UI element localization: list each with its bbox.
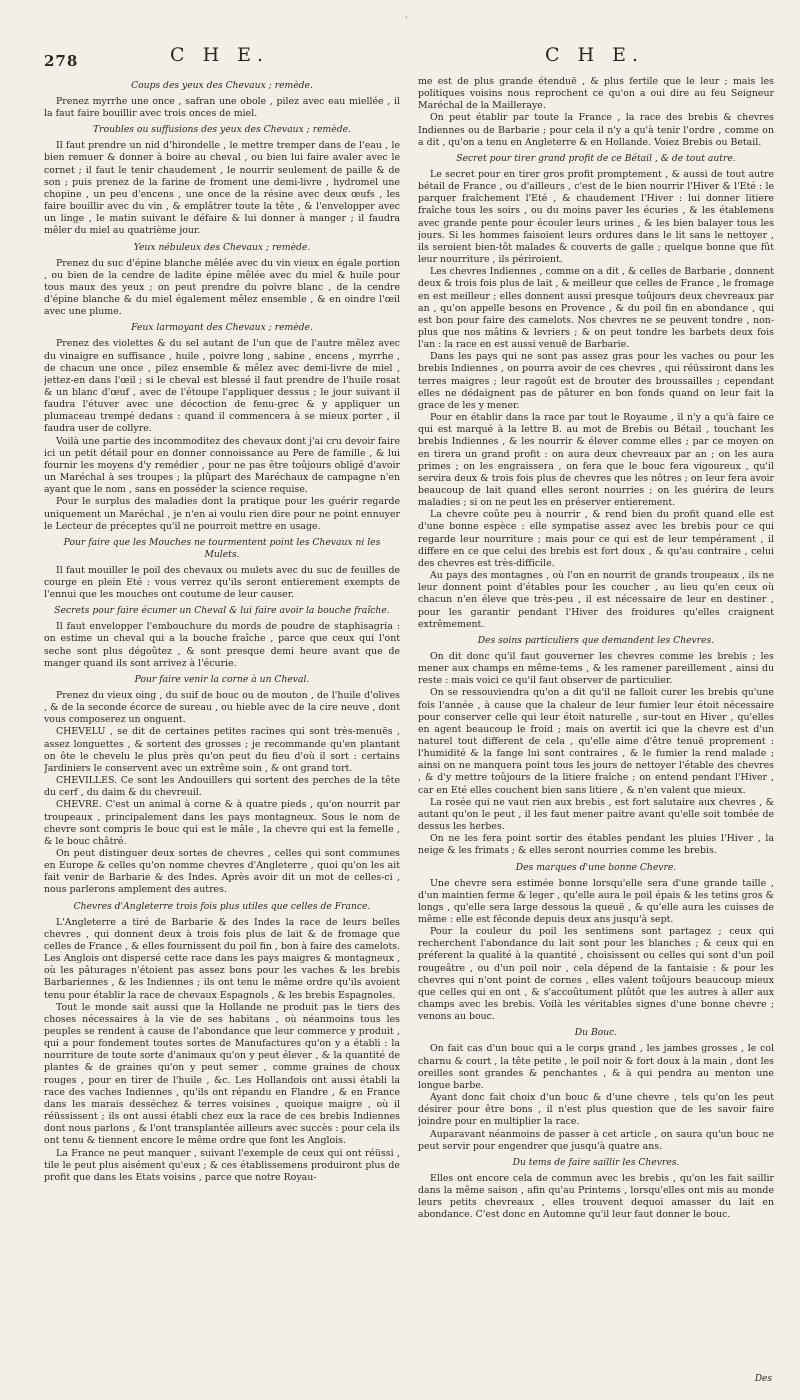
paragraph: Une chevre sera estimée bonne lorsqu'elle sera d'une grande taille , d'un maintien ferme & leger , qu'elle aura le poil épais & les tetins gros & longs , qu'elle sera large dessous la queuë , & qu'elle aura les cuisses de même : elle est féconde depuis deux ans jusqu'à sept.	[418, 877, 774, 925]
paragraph: me est de plus grande étenduë , & plus fertile que le leur ; mais les politiques voisins nous reprochent ce qu'on a oui dire au feu Seigneur Maréchal de la Mailleraye.	[418, 76, 774, 112]
paragraph: Les chevres Indiennes , comme on a dit , & celles de Barbarie , donnent deux & trois fois plus de lait , & meilleur que celles de France , le fromage en est meilleur ; elles donnent aussi presque toûjours deux chevreaux par an , qu'on appelle besons en Provence , & du poil fin en abondance , qui est bon pour faire des camelots. Nos chevres ne se peuvent tondre , non-plus que nos mâtins & levriers ; & on peut tondre les barbets deux fois l'an : la race en est aussi venuë de Barbarie.	[418, 266, 774, 351]
paragraph: L'Angleterre a tiré de Barbarie & des Indes la race de leurs belles chevres , qui donnent deux à trois fois plus de lait & de fromage que celles de France , & elles fournissent du poil fin , bon à faire des camelots. Les Anglois ont dispersé cette race dans les pays maigres & montagneux , où les pâturages n'étoient pas assez bons pour les vaches & les brebis Barbariennes , & les Indiennes ; ils ont tenu le même ordre qu'ils avoient tenu pour établir la race de chevaux Espagnols , & les brebis Espagnoles.	[44, 916, 400, 1001]
paragraph: CHEVELU , se dit de certaines petites racines qui sont très-menuës , assez longuettes , & sortent des grosses ; je recommande qu'en plantant on ôte le chevelu le plus près qu'on peut du fieu d'où il sort : certains Jardiniers le conservent avec un extrême soin , & ont grand tort.	[44, 726, 400, 774]
paragraph: Pour en établir dans la race par tout le Royaume , il n'y a qu'à faire ce qui est marqué à la lettre B. au mot de Brebis ou Bétail , touchant les brebis Indiennes , & les nourrir & élever comme elles ; par ce moyen on en tirera un grand profit : on aura deux chevreaux par an ; on les aura primes ; on les engraissera , on fera que le bouc fera vigoureux , qu'il servira deux & trois fois plus de chevres que les nôtres ; on leur fera avoir beaucoup de lait quand elles seront nourries ; on les guérira de leurs maladies ; si on ne peut les en préserver entierement.	[418, 412, 774, 509]
paragraph: Au pays des montagnes , où l'on en nourrit de grands troupeaux , ils ne leur donnent point d'étables pour les coucher , au lieu qu'en ceux où chacun n'en éleve que très-peu , il est nécessaire de leur en destiner , pour les garantir pendant l'Hiver des froidures qu'elles craignent extrêmement.	[418, 570, 774, 630]
paragraph: Prenez des violettes & du sel autant de l'un que de l'autre mêlez avec du vinaigre en suffisance , huile , poivre long , sabine , encens , myrrhe , de chacun une once , pilez ensemble & mêlez avec demi-livre de miel , jettez-en dans l'œil ; si le cheval est blessé il faut prendre de l'huile rosat & un blanc d'œuf , avec de l'étoupe l'appliquer dessus ; le jour suivant il faudra l'étuver avec une décoction de fenu-grec & y appliquer un plumaceau trempé dedans : quand il commencera à se mieux porter , il faudra user de collyre.	[44, 338, 400, 435]
paragraph: On dit donc qu'il faut gouverner les chevres comme les brebis ; les mener aux champs en même-tems , & les ramener pareillement , ainsi du reste : mais voici ce qu'il faut observer de particulier.	[418, 650, 774, 687]
section-heading: Du Bouc.	[574, 1027, 618, 1039]
paragraph: CHEVILLES. Ce sont les Andouillers qui sortent des perches de la tête du cerf , du daim & du chevreuil.	[44, 775, 400, 799]
section-heading: Troubles ou suffusions des yeux des Chevaux ; remède.	[93, 124, 351, 136]
paragraph: On ne les fera point sortir des étables pendant les pluies l'Hiver , la neige & les frimats ; & elles seront nourries comme les brebis.	[418, 833, 774, 857]
section-heading: Chevres d'Angleterre trois fois plus utiles que celles de France.	[73, 900, 371, 912]
section-heading: Secrets pour faire écumer un Cheval & lui faire avoir la bouche fraîche.	[54, 605, 390, 617]
section-heading: Des marques d'une bonne Chevre.	[515, 861, 677, 873]
paragraph: Prenez du suc d'épine blanche mêlée avec du vin vieux en égale portion , ou bien de la cendre de ladite épine mêlée avec du miel & huile pour tous maux des yeux ; on peut prendre du poivre blanc , de la cendre d'épine blanche & du miel également mêlez ensemble , & en oindre l'œil avec une plume.	[44, 257, 400, 318]
paragraph: Il faut prendre un nid d'hirondelle , le mettre tremper dans de l'eau , le bien remuer & donner à boire au cheval , ou bien lui faire avaler avec le cornet ; il faut le tenir chaudement , le nourrir seulement de paille & de son ; puis prenez de la farine de froment une demi-livre , hydromel une chopine , un peu d'encens , une once de la résine avec deux œufs , les faire bouillir avec du vin , & emplâtrer toute la tête , & l'envelopper avec un linge , le matin suivant le défaire & lui donner à manger ; il faudra mêler du miel au quatrième jour.	[44, 140, 400, 237]
paragraph: La France ne peut manquer , suivant l'exemple de ceux qui ont réüssi , tile le peut plus aisément qu'eux ; & ces établissemens produiront plus de profit que dans les Etats voisins , parce que notre Royau-	[44, 1147, 400, 1183]
paragraph: Prenez myrrhe une once , safran une obole , pilez avec eau miellée , il la faut faire bouillir avec trois onces de miel.	[44, 96, 400, 120]
text-columns	[44, 76, 774, 1380]
paragraph: Il faut envelopper l'embouchure du mords de poudre de staphisagria : on estime un cheval qui a la bouche fraîche , parce que ceux qui l'ont seche sont plus dégoûtez , & sont presque demi heure avant que de manger quand ils sont arrivez à l'écurie.	[44, 621, 400, 669]
section-heading: Feux larmoyant des Chevaux ; remède.	[131, 322, 313, 334]
paragraph: Dans les pays qui ne sont pas assez gras pour les vaches ou pour les brebis Indiennes , on pourra avoir de ces chevres , qui réüssiront dans les terres maigres ; leur ragoût est de brouter des broussailles ; cependant elles ne dédaignent pas de pâturer en bon fonds quand on leur fait la grace de les y mener.	[418, 351, 774, 411]
section-heading: Pour faire que les Mouches ne tourmentent point les Chevaux ni les Mulets.	[63, 536, 381, 560]
left-column	[44, 76, 400, 1380]
right-column	[418, 76, 774, 1380]
paragraph: Ayant donc fait choix d'un bouc & d'une chevre , tels qu'on les peut désirer pour être bons , il n'est plus question que de les savoir faire joindre pour en multiplier la race.	[418, 1092, 774, 1128]
paragraph: La rosée qui ne vaut rien aux brebis , est fort salutaire aux chevres , & autant qu'on le peut , il les faut mener paitre avant qu'elle soit tombée de dessus les herbes.	[418, 796, 774, 833]
paragraph: On fait cas d'un bouc qui a le corps grand , les jambes grosses , le col charnu & court , la tête petite , le poil noir & fort doux à la main , dont les oreilles sont grandes & penchantes , & à qui pendra au menton une longue barbe.	[418, 1043, 774, 1091]
paragraph: CHEVRE. C'est un animal à corne & à quatre pieds , qu'on nourrit par troupeaux , principalement dans les pays montagneux. Sous le nom de chevre sont compris le bouc qui est le mâle , la chevre qui est la femelle , & le bouc châtré.	[44, 799, 400, 847]
page-mark: '	[405, 16, 408, 26]
paragraph: Auparavant néanmoins de passer à cet article , on saura qu'un bouc ne peut servir pour engendrer que jusqu'à quatre ans.	[418, 1128, 774, 1152]
paragraph: Le secret pour en tirer gros profit promptement , & aussi de tout autre bétail de France , ou d'ailleurs , c'est de le bien nourrir l'Hiver & l'Eté : le parquer fraîchement l'Eté , & chaudement l'Hiver : lui donner litiere fraîche tous les soirs , ou du moins paver les écuries , & les établemens avec grande pente pour écouler leurs urines , & les bien balayer tous les jours. Si les hommes faisoient leurs ordures dans le lit sans le nettoyer , ils seroient bien-tôt malades & couverts de galle ; quelque bonne que fût leur nourriture , ils périroient.	[418, 168, 774, 266]
section-heading: Secret pour tirer grand profit de ce Bétail , & de tout autre.	[456, 152, 736, 164]
paragraph: Tout le monde sait aussi que la Hollande ne produit pas le tiers des choses nécessaires à la vie de ses habitans , où néanmoins tous les peuples se rendent à cause de l'abondance que leur commerce y produit , qui a pour fondement toutes sortes de Manufactures qu'on y a établi : la nourriture de toute sorte d'animaux qu'on y peut élever , & la quantité de plantes & de graines qu'on y peut semer , comme graines de choux rouges , pour en tirer de l'huile , &c. Les Hollandois ont aussi établi la race des vaches Indiennes , qu'ils ont répandu en Flandre , & en France dans les marais desséchez & terres voisines , quoique maigre , où il réüssissent ; ils ont aussi établi chez eux la race de ces brebis Indiennes dont nous parlons , & l'ont transplantée ailleurs avec succès : pour cela ils ont tenu & tiennent encore le même ordre que font les Anglois.	[44, 1001, 400, 1147]
paragraph: On peut établir par toute la France , la race des brebis & chevres Indiennes ou de Barbarie ; pour cela il n'y a qu'à tenir l'ordre , comme on a dit , qu'on a tenu en Angleterre & en Hollande. Voiez Brebis ou Betail.	[418, 112, 774, 148]
paragraph: Il faut mouiller le poil des chevaux ou mulets avec du suc de feuilles de courge en plein Eté : vous verrez qu'ils seront entierement exempts de l'ennui que les mouches ont coutume de leur causer.	[44, 564, 400, 601]
catchword: Des	[754, 1374, 772, 1384]
section-heading: Des soins particuliers que demandent les Chevres.	[477, 634, 715, 646]
paragraph: Elles ont encore cela de commun avec les brebis , qu'on les fait saillir dans la même saison , afin qu'au Printems , lorsqu'elles ont mis au monde leurs petits chevreaux , elles trouvent dequoi amasser du lait en abondance. C'est donc en Automne qu'il leur faut donner le bouc.	[418, 1172, 774, 1221]
paragraph: On peut distinguer deux sortes de chevres , celles qui sont communes en Europe & celles qu'on nomme chevres d'Angleterre , quoi qu'on les ait fait venir de Barbarie & des Indes. Après avoir dit un mot de celles-ci , nous parlerons amplement des autres.	[44, 847, 400, 896]
section-heading: Du tems de faire saillir les Chevres.	[512, 1156, 680, 1168]
section-heading: Yeux nébuleux des Chevaux ; remède.	[133, 241, 311, 253]
paragraph: Voilà une partie des incommoditez des chevaux dont j'ai cru devoir faire ici un petit détail pour en donner connoissance au Pere de famille , & lui fournir les moyens d'y remédier , pour ne pas être toûjours obligé d'avoir un Maréchal à ses troupes ; la plûpart des Maréchaux de campagne n'en ayant que le nom , sans en posséder la science requise.	[44, 435, 400, 496]
running-head-left: C H E.	[170, 44, 270, 66]
paragraph: Pour le surplus des maladies dont la pratique pour les guérir regarde uniquement un Maréchal , je n'en ai voulu rien dire pour ne point ennuyer le Lecteur de préceptes qu'il ne pourroit mettre en usage.	[44, 496, 400, 532]
paragraph: Pour la couleur du poil les sentimens sont partagez ; ceux qui recherchent l'abondance du lait sont pour les blanches ; & ceux qui en préferent la qualité à la quantité , choisissent ou celles qui sont d'un poil rougeâtre , ou d'un poil noir , cela dépend de la fantaisie : & pour les chevres qui n'ont point de cornes , elles valent toûjours beaucoup mieux que celles qui en ont , & s'accoûtument plûtôt que les autres à aller aux champs avec les brebis. Voilà les véritables signes d'une bonne chevre ; venons au bouc.	[418, 926, 774, 1023]
page-number: 278	[44, 52, 79, 70]
section-heading: Coups des yeux des Chevaux ; remède.	[131, 80, 313, 91]
paragraph: La chevre coûte peu à nourrir , & rend bien du profit quand elle est d'une bonne espèce : elle sympatise assez avec les brebis pour ce qui regarde leur nourriture ; mais pour ce qui est de leur tempérament , il differe en ce que celui des brebis est fort doux , & qu'au contraire , celui des chevres est très-difficile.	[418, 509, 774, 569]
paragraph: Prenez du vieux oing , du suif de bouc ou de mouton , de l'huile d'olives , & de la seconde écorce de sureau , ou hieble avec de la cire neuve , dont vous composerez un onguent.	[44, 689, 400, 726]
paragraph: On se ressouviendra qu'on a dit qu'il ne falloit curer les brebis qu'une fois l'année , à cause que la chaleur de leur fumier leur étoit nécessaire pour conserver celle qui leur étoit naturelle , sur-tout en Hiver , qu'elles en agent beaucoup le froid ; mais on avertit ici que la chevre est d'un naturel tout different de cela , qu'elle aime d'être tenuë proprement : l'humidité & la fange lui sont contraires , & le fumier la rend malade ; ainsi on ne manquera point tous les jours de nettoyer l'étable des chevres , & d'y mettre toûjours de la litiere fraîche ; on entend pendant l'Hiver , car en Eté elles couchent bien sans litiere , & n'en valent que mieux.	[418, 687, 774, 796]
section-heading: Pour faire venir la corne à un Cheval.	[134, 673, 310, 685]
running-head-right: C H E.	[545, 44, 645, 66]
